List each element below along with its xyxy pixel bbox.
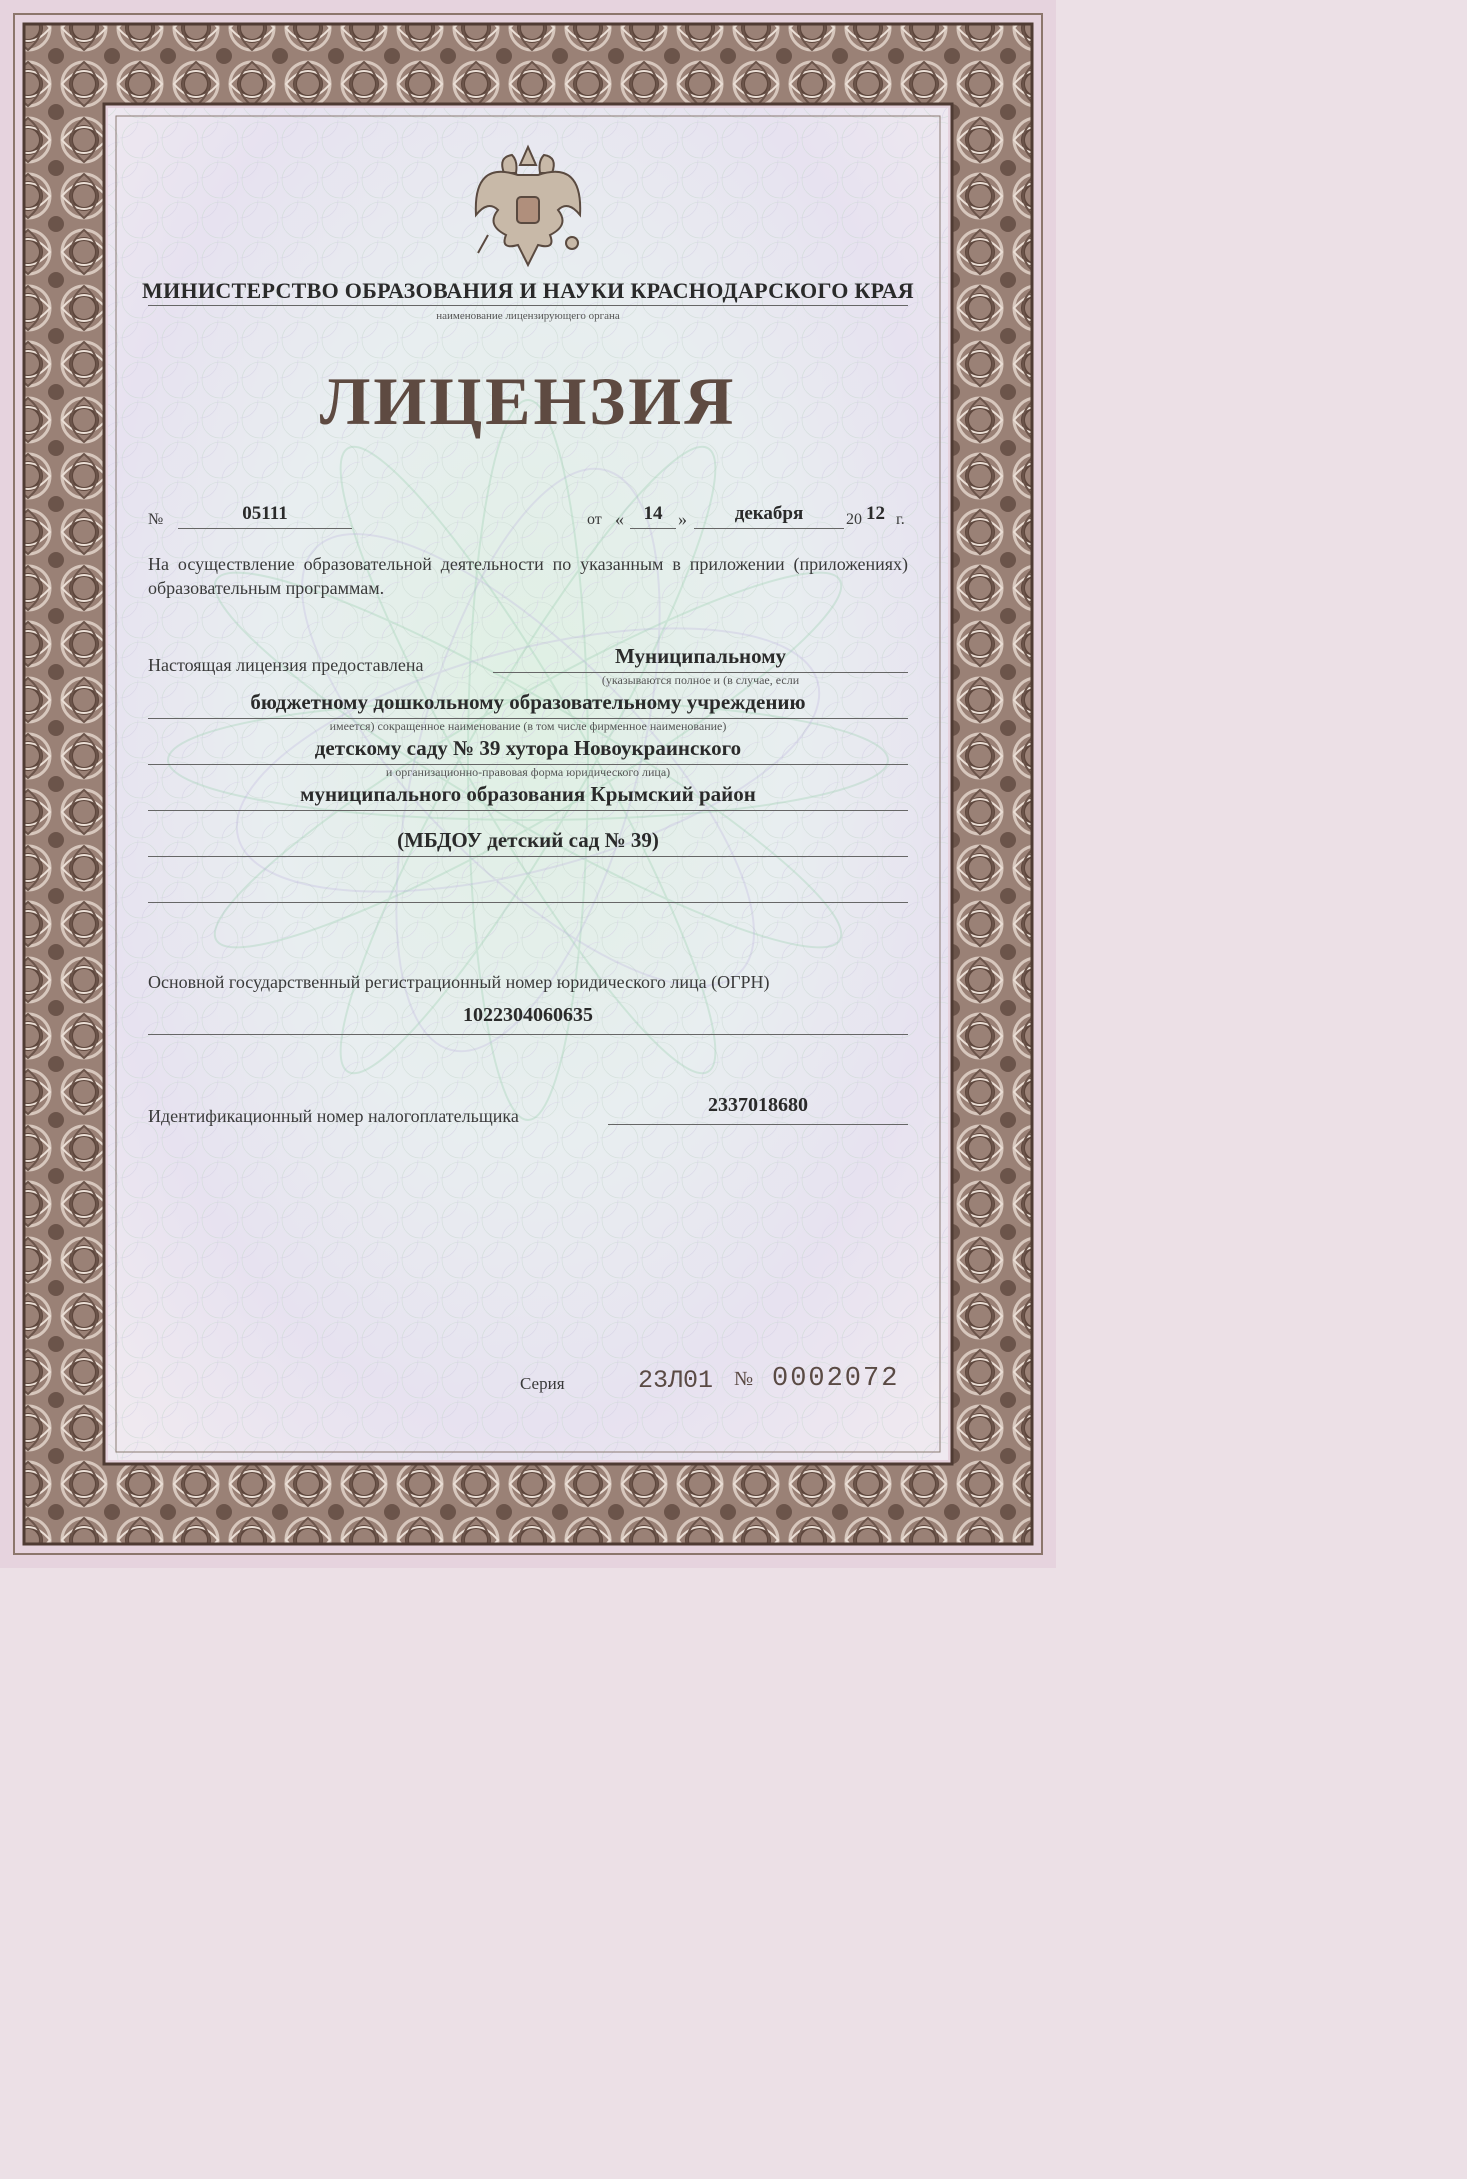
- licensee-caption-1: (указываются полное и (в случае, если: [601, 673, 800, 687]
- date-year-mark: г.: [896, 511, 905, 528]
- series-number: 0002072: [772, 1364, 900, 1394]
- authority-caption: наименование лицензирующего органа: [436, 310, 620, 322]
- inn-label: Идентификационный номер налогоплательщика: [148, 1106, 519, 1126]
- licensee-line-4: муниципального образования Крымский район: [300, 782, 756, 806]
- licensee-line-1: Муниципальному: [614, 644, 787, 668]
- date-day: 14: [643, 503, 663, 524]
- date-quote-open: «: [615, 509, 624, 529]
- ogrn-underline: [148, 1034, 908, 1035]
- month-underline: [694, 528, 844, 529]
- licensee-caption-3: и организационно-правовая форма юридического лица): [385, 765, 671, 779]
- license-purpose: На осуществление образовательной деятельности по указанным в приложении (приложениях) образовательным программам.: [148, 554, 908, 598]
- series-label: Серия: [520, 1374, 565, 1393]
- date-from-label: от: [587, 511, 602, 528]
- authority-underline: [148, 305, 908, 306]
- licensee-label: Настоящая лицензия предоставлена: [148, 655, 424, 675]
- date-month: декабря: [734, 503, 804, 524]
- date-quote-close: »: [678, 509, 687, 529]
- inn-value: 2337018680: [708, 1094, 808, 1116]
- series-number-label: №: [734, 1368, 754, 1390]
- licensee-line-2: бюджетному дошкольному образовательному учреждению: [250, 690, 806, 714]
- document-title: ЛИЦЕНЗИЯ: [319, 363, 737, 439]
- licensee-underline-4: [148, 810, 908, 811]
- ogrn-value: 1022304060635: [463, 1004, 593, 1026]
- ogrn-label: Основной государственный регистрационный номер юридического лица (ОГРН): [148, 972, 770, 992]
- number-label: №: [148, 511, 164, 528]
- date-year-suffix: 12: [866, 503, 885, 524]
- licensee-line-3: детскому саду № 39 хутора Новоукраинского: [314, 736, 742, 760]
- series-value: 23Л01: [638, 1366, 714, 1395]
- inn-underline: [608, 1124, 908, 1125]
- licensee-short-name: (МБДОУ детский сад № 39): [397, 828, 659, 852]
- licensee-underline-5: [148, 856, 908, 857]
- licensing-authority: МИНИСТЕРСТВО ОБРАЗОВАНИЯ И НАУКИ КРАСНОДАРСКОГО КРАЯ: [142, 278, 914, 303]
- license-number: 05111: [242, 503, 288, 524]
- day-underline: [630, 528, 676, 529]
- number-underline: [178, 528, 352, 529]
- licensee-underline-6: [148, 902, 908, 903]
- licensee-caption-2: имеется) сокращенное наименование (в том числе фирменное наименование): [329, 719, 727, 733]
- date-year-prefix: 20: [846, 511, 862, 528]
